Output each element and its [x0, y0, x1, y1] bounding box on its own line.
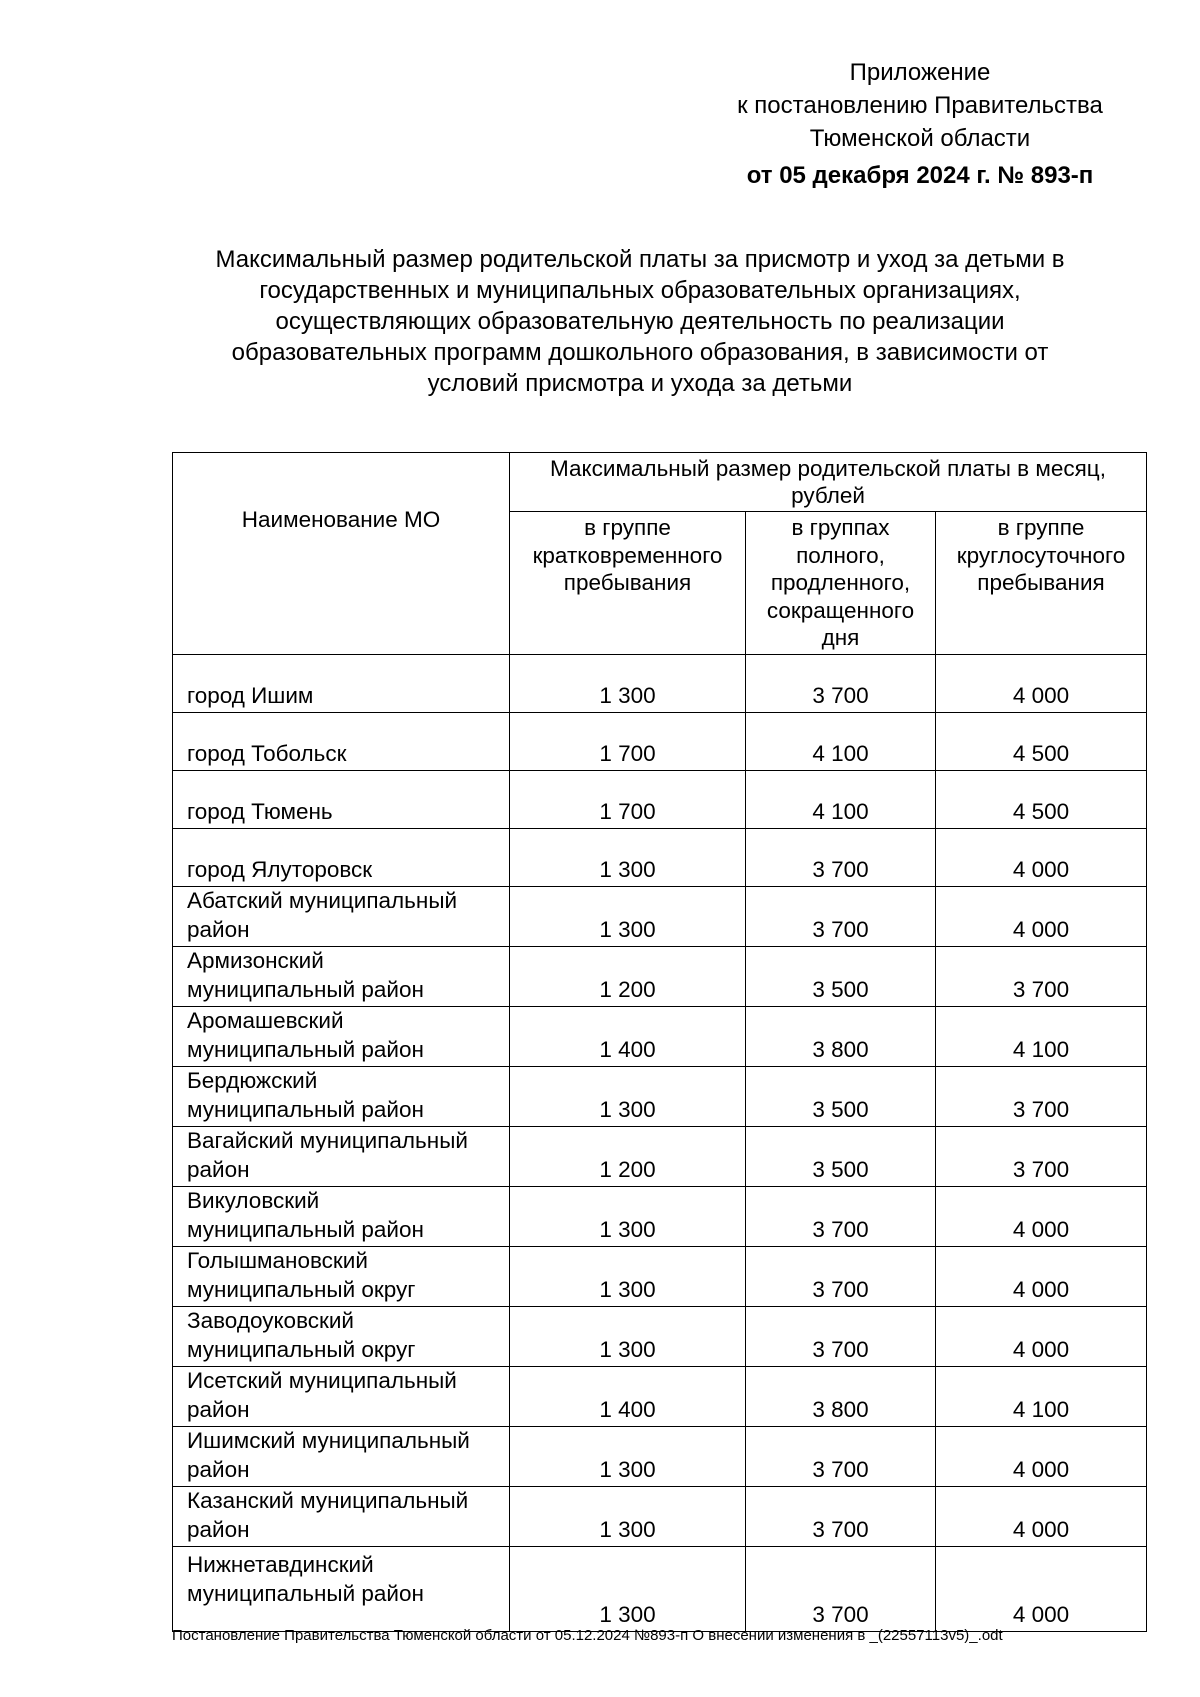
cell-mo-name	[173, 1187, 510, 1247]
cell-short-stay-fee: 1 200	[510, 1127, 746, 1187]
mo-name-line-2: муниципальный район	[187, 1216, 424, 1242]
mo-name-line-2: район	[187, 1456, 250, 1482]
cell-mo-name	[173, 713, 510, 771]
cell-full-day-fee: 3 700	[746, 829, 936, 887]
cell-round-the-clock-fee: 4 100	[936, 1007, 1147, 1067]
cell-full-day-fee: 3 700	[746, 655, 936, 713]
table-row	[173, 1067, 1147, 1127]
cell-full-day-fee: 4 100	[746, 771, 936, 829]
mo-name-line-1: Викуловский	[187, 1188, 320, 1213]
title-line-3: осуществляющих образовательную деятельность по реализации	[275, 308, 1005, 335]
cell-short-stay-fee: 1 300	[510, 1427, 746, 1487]
table-row	[173, 1187, 1147, 1247]
cell-short-stay-fee: 1 700	[510, 771, 746, 829]
cell-full-day-fee: 3 700	[746, 1307, 936, 1367]
table-row	[173, 1247, 1147, 1307]
cell-mo-name	[173, 947, 510, 1007]
cell-short-stay-fee: 1 300	[510, 1247, 746, 1307]
cell-full-day-fee: 3 700	[746, 1487, 936, 1547]
cell-round-the-clock-fee: 4 000	[936, 655, 1147, 713]
mo-name-line-1: Вагайский муниципальный	[187, 1128, 468, 1153]
mo-name-line-1: Абатский муниципальный	[187, 888, 458, 913]
cell-round-the-clock-fee: 4 100	[936, 1367, 1147, 1427]
annex-block	[690, 56, 1150, 192]
cell-round-the-clock-fee: 4 000	[936, 1547, 1147, 1632]
cell-mo-name	[173, 1487, 510, 1547]
cell-round-the-clock-fee: 4 500	[936, 713, 1147, 771]
mo-name-line-2: район	[187, 1156, 250, 1182]
cell-short-stay-fee: 1 300	[510, 1547, 746, 1632]
cell-mo-name	[173, 1307, 510, 1367]
mo-name-line-1: Армизонский	[187, 948, 324, 973]
annex-line-2: к постановлению Правительства	[737, 92, 1103, 119]
annex-date-number: от 05 декабря 2024 г. № 893-п	[746, 162, 1094, 189]
mo-name-line-2: муниципальный район	[187, 1580, 424, 1606]
table-row	[173, 713, 1147, 771]
cell-full-day-fee: 3 500	[746, 1067, 936, 1127]
cell-mo-name	[173, 655, 510, 713]
mo-name-line-2: город Тобольск	[187, 740, 347, 766]
cell-mo-name	[173, 1367, 510, 1427]
mo-name-line-1: Заводоуковский	[187, 1308, 355, 1333]
title-line-5: условий присмотра и ухода за детьми	[427, 370, 853, 397]
mo-name-line-1: Казанский муниципальный	[187, 1488, 469, 1513]
document-title	[160, 244, 1120, 399]
cell-full-day-fee: 4 100	[746, 713, 936, 771]
mo-name-line-1: Аромашевский	[187, 1008, 344, 1033]
cell-round-the-clock-fee: 3 700	[936, 1127, 1147, 1187]
cell-mo-name	[173, 1247, 510, 1307]
cell-short-stay-fee: 1 200	[510, 947, 746, 1007]
cell-mo-name	[173, 1067, 510, 1127]
header-max-fee-line-1: Максимальный размер родительской платы в месяц,	[550, 456, 1106, 481]
mo-name-line-2: район	[187, 1516, 250, 1542]
cell-round-the-clock-fee: 4 500	[936, 771, 1147, 829]
cell-short-stay-fee: 1 300	[510, 655, 746, 713]
mo-name-line-1: Исетский муниципальный	[187, 1368, 457, 1393]
cell-full-day-fee: 3 700	[746, 887, 936, 947]
cell-mo-name	[173, 1007, 510, 1067]
table-row	[173, 771, 1147, 829]
footer-file-note: Постановление Правительства Тюменской области от 05.12.2024 №893-п О внесении изменения в _(22557113v5)_.odt	[172, 1627, 1003, 1644]
header-max-fee-group	[510, 453, 1147, 512]
table-row	[173, 1427, 1147, 1487]
table-row	[173, 1487, 1147, 1547]
cell-short-stay-fee: 1 300	[510, 1487, 746, 1547]
mo-name-line-1: Ишимский муниципальный	[187, 1428, 470, 1453]
cell-short-stay-fee: 1 300	[510, 1187, 746, 1247]
cell-full-day-fee: 3 700	[746, 1247, 936, 1307]
cell-full-day-fee: 3 800	[746, 1007, 936, 1067]
cell-full-day-fee: 3 500	[746, 1127, 936, 1187]
mo-name-line-2: муниципальный округ	[187, 1276, 416, 1302]
table-header	[173, 453, 1147, 655]
cell-full-day-fee: 3 700	[746, 1187, 936, 1247]
cell-round-the-clock-fee: 4 000	[936, 1487, 1147, 1547]
cell-mo-name	[173, 829, 510, 887]
cell-mo-name	[173, 771, 510, 829]
mo-name-line-2: город Ялуторовск	[187, 856, 373, 882]
cell-round-the-clock-fee: 4 000	[936, 829, 1147, 887]
cell-short-stay-fee: 1 300	[510, 1067, 746, 1127]
cell-short-stay-fee: 1 300	[510, 1307, 746, 1367]
table-row	[173, 947, 1147, 1007]
mo-name-line-2: город Тюмень	[187, 798, 333, 824]
mo-name-line-2: район	[187, 916, 250, 942]
mo-name-line-2: город Ишим	[187, 682, 314, 708]
cell-mo-name	[173, 1547, 510, 1632]
cell-short-stay-fee: 1 300	[510, 829, 746, 887]
annex-line-3: Тюменской области	[809, 125, 1031, 152]
cell-full-day-fee: 3 800	[746, 1367, 936, 1427]
cell-short-stay-fee: 1 300	[510, 887, 746, 947]
header-mo-name: Наименование МО	[173, 453, 510, 655]
title-line-4: образовательных программ дошкольного образования, в зависимости от	[231, 339, 1049, 366]
cell-full-day-fee: 3 700	[746, 1427, 936, 1487]
title-line-1: Максимальный размер родительской платы за присмотр и уход за детьми в	[215, 246, 1065, 273]
mo-name-line-1: Бердюжский	[187, 1068, 318, 1093]
mo-name-line-2: район	[187, 1396, 250, 1422]
table-row	[173, 655, 1147, 713]
table-row	[173, 1367, 1147, 1427]
mo-name-line-2: муниципальный район	[187, 1096, 424, 1122]
table-row	[173, 1127, 1147, 1187]
cell-short-stay-fee: 1 400	[510, 1007, 746, 1067]
fees-table	[172, 452, 1147, 1632]
cell-mo-name	[173, 887, 510, 947]
mo-name-line-2: муниципальный район	[187, 976, 424, 1002]
cell-round-the-clock-fee: 4 000	[936, 1307, 1147, 1367]
table-row	[173, 1547, 1147, 1632]
mo-name-line-1: Нижнетавдинский	[187, 1552, 374, 1577]
header-round-the-clock: в группе круглосуточного пребывания	[936, 512, 1147, 655]
cell-mo-name	[173, 1127, 510, 1187]
title-line-2: государственных и муниципальных образовательных организациях,	[259, 277, 1021, 304]
cell-round-the-clock-fee: 4 000	[936, 887, 1147, 947]
table-row	[173, 887, 1147, 947]
cell-round-the-clock-fee: 4 000	[936, 1427, 1147, 1487]
cell-round-the-clock-fee: 4 000	[936, 1187, 1147, 1247]
cell-full-day-fee: 3 700	[746, 1547, 936, 1632]
header-short-stay: в группе кратковременного пребывания	[510, 512, 746, 655]
mo-name-line-2: муниципальный округ	[187, 1336, 416, 1362]
annex-line-1: Приложение	[849, 59, 991, 86]
cell-round-the-clock-fee: 4 000	[936, 1247, 1147, 1307]
table-body	[173, 655, 1147, 1632]
cell-short-stay-fee: 1 400	[510, 1367, 746, 1427]
cell-round-the-clock-fee: 3 700	[936, 947, 1147, 1007]
cell-mo-name	[173, 1427, 510, 1487]
cell-round-the-clock-fee: 3 700	[936, 1067, 1147, 1127]
header-full-day: в группах полного, продленного, сокращенного дня	[746, 512, 936, 655]
cell-short-stay-fee: 1 700	[510, 713, 746, 771]
mo-name-line-1: Голышмановский	[187, 1248, 368, 1273]
mo-name-line-2: муниципальный район	[187, 1036, 424, 1062]
header-max-fee-line-2: рублей	[791, 483, 865, 508]
table-row	[173, 1307, 1147, 1367]
table-row	[173, 1007, 1147, 1067]
cell-full-day-fee: 3 500	[746, 947, 936, 1007]
table-row	[173, 829, 1147, 887]
